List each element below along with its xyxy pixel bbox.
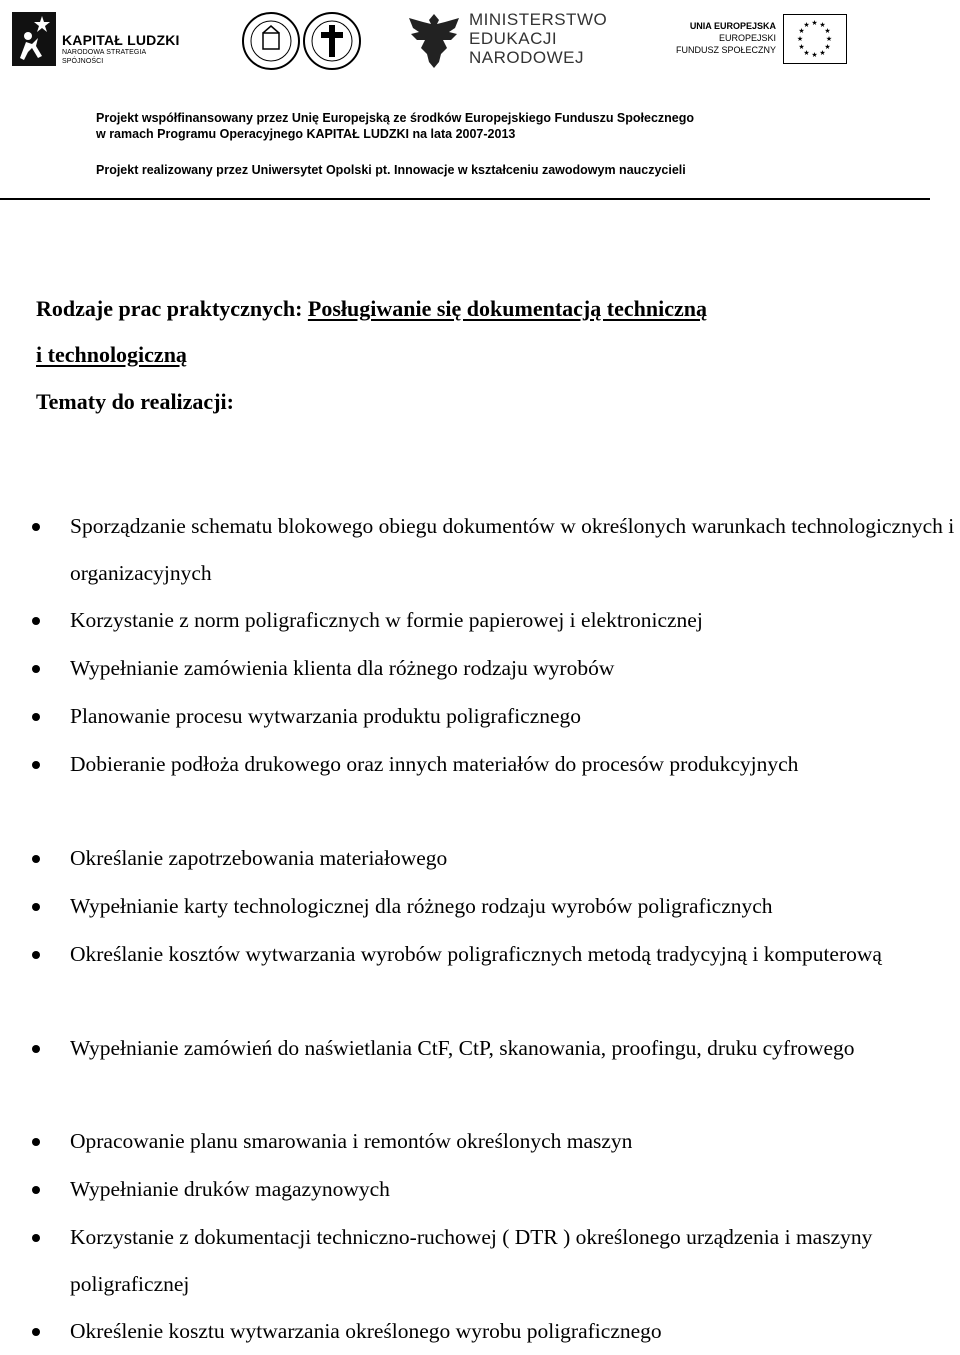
bullet-icon <box>32 1234 40 1242</box>
list-item-text: Określenie kosztu wytwarzania określonego wyrobu poligraficznego <box>70 1319 662 1343</box>
unia-europejska-logo <box>664 14 850 66</box>
bullet-icon <box>32 903 40 911</box>
bullet-icon <box>32 1186 40 1194</box>
ministerstwo-line3: NARODOWEJ <box>469 48 584 67</box>
list-item-text: Wypełnianie druków magazynowych <box>70 1177 390 1201</box>
svg-text:★: ★ <box>798 27 805 35</box>
project-realization-line: Projekt realizowany przez Uniwersytet Opolski pt. Innowacje w kształceniu zawodowym nauczycieli <box>96 163 686 177</box>
svg-text:★: ★ <box>803 49 810 57</box>
list-item-text: Dobieranie podłoża drukowego oraz innych materiałów do procesów produkcyjnych <box>70 752 799 776</box>
list-item-text: Korzystanie z dokumentacji techniczno-ruchowej ( DTR ) określonego urządzenia i maszyny poligraficznej <box>70 1225 873 1296</box>
svg-text:★: ★ <box>819 49 826 57</box>
unia-europejska-line2: EUROPEJSKI <box>718 33 776 43</box>
list-item-text: Wypełnianie karty technologicznej dla różnego rodzaju wyrobów poligraficznych <box>70 894 773 918</box>
list-item-text: Korzystanie z norm poligraficznych w formie papierowej i elektronicznej <box>70 608 703 632</box>
ministerstwo-edukacji-logo <box>405 10 635 72</box>
university-seal-icon <box>242 8 362 74</box>
bullet-icon <box>32 1045 40 1053</box>
list-item <box>0 741 960 831</box>
list-item <box>0 1214 960 1304</box>
unia-europejska-text <box>664 20 776 56</box>
list-item-text: Planowanie procesu wytwarzania produktu poligraficznego <box>70 704 582 728</box>
svg-text:★: ★ <box>824 27 831 35</box>
ministerstwo-line2: EDUKACJI <box>469 29 558 48</box>
kapital-ludzki-logo <box>12 12 187 68</box>
unia-europejska-line3: FUNDUSZ SPOŁECZNY <box>675 45 776 55</box>
bullet-icon <box>32 523 40 531</box>
kapital-ludzki-subtitle: NARODOWA STRATEGIA SPÓJNOŚCI <box>62 49 146 65</box>
bullet-icon <box>32 617 40 625</box>
list-item-text: Opracowanie planu smarowania i remontów określonych maszyn <box>70 1129 633 1153</box>
kapital-ludzki-emblem-icon <box>12 12 56 66</box>
unia-europejska-line1: UNIA EUROPEJSKA <box>689 21 776 31</box>
bullet-icon <box>32 713 40 721</box>
list-item-text: Wypełnianie zamówienia klienta dla różnego rodzaju wyrobów <box>70 656 615 680</box>
eu-flag-icon <box>783 14 847 64</box>
list-item-text: Wypełnianie zamówień do naświetlania CtF, CtP, skanowania, proofingu, druku cyfrowego <box>70 1036 855 1060</box>
svg-text:★: ★ <box>798 43 805 51</box>
kapital-ludzki-wordmark <box>62 32 187 66</box>
project-cofinancing-line-2: w ramach Programu Operacyjnego KAPITAŁ LUDZKI na lata 2007-2013 <box>96 127 516 141</box>
svg-text:★: ★ <box>811 51 818 59</box>
logo-bar <box>0 0 960 80</box>
header-divider <box>0 198 930 200</box>
svg-text:★: ★ <box>803 21 810 29</box>
uniwersytet-opolski-seals <box>242 8 362 74</box>
list-item-text: Sporządzanie schematu blokowego obiegu dokumentów w określonych warunkach technologicznych i organizacyjnych <box>70 514 955 585</box>
list-item <box>0 503 960 593</box>
polish-eagle-icon <box>405 10 463 72</box>
svg-text:★: ★ <box>825 35 833 43</box>
heading-topic-part-1: Posługiwanie się dokumentacją techniczną <box>307 296 707 321</box>
list-item <box>0 931 960 1021</box>
kapital-ludzki-title: KAPITAŁ LUDZKI <box>62 32 180 48</box>
heading-prefix: Rodzaje prac praktycznych: <box>36 296 308 321</box>
heading-topic-part-2: i technologiczną <box>36 342 187 367</box>
page-heading-continuation <box>36 342 187 368</box>
topics-subheading: Tematy do realizacji: <box>36 389 234 414</box>
bullet-icon <box>32 761 40 769</box>
list-item-text: Określanie zapotrzebowania materiałowego <box>70 846 448 870</box>
page-heading <box>36 296 707 322</box>
list-item <box>0 1308 960 1348</box>
project-cofinancing-line-1: Projekt współfinansowany przez Unię Europejską ze środków Europejskiego Funduszu Społecznego <box>96 111 695 125</box>
bullet-icon <box>32 665 40 673</box>
svg-text:★: ★ <box>819 21 826 29</box>
bullet-icon <box>32 1328 40 1336</box>
svg-text:★: ★ <box>824 43 831 51</box>
ministerstwo-wordmark <box>469 10 607 67</box>
bullet-icon <box>32 951 40 959</box>
bullet-icon <box>32 855 40 863</box>
ministerstwo-line1: MINISTERSTWO <box>469 10 608 29</box>
svg-text:★: ★ <box>811 19 818 27</box>
svg-text:★: ★ <box>796 35 804 43</box>
bullet-icon <box>32 1138 40 1146</box>
list-item-text: Określanie kosztów wytwarzania wyrobów poligraficznych metodą tradycyjną i komputerową <box>70 942 882 966</box>
list-item <box>0 1025 960 1115</box>
